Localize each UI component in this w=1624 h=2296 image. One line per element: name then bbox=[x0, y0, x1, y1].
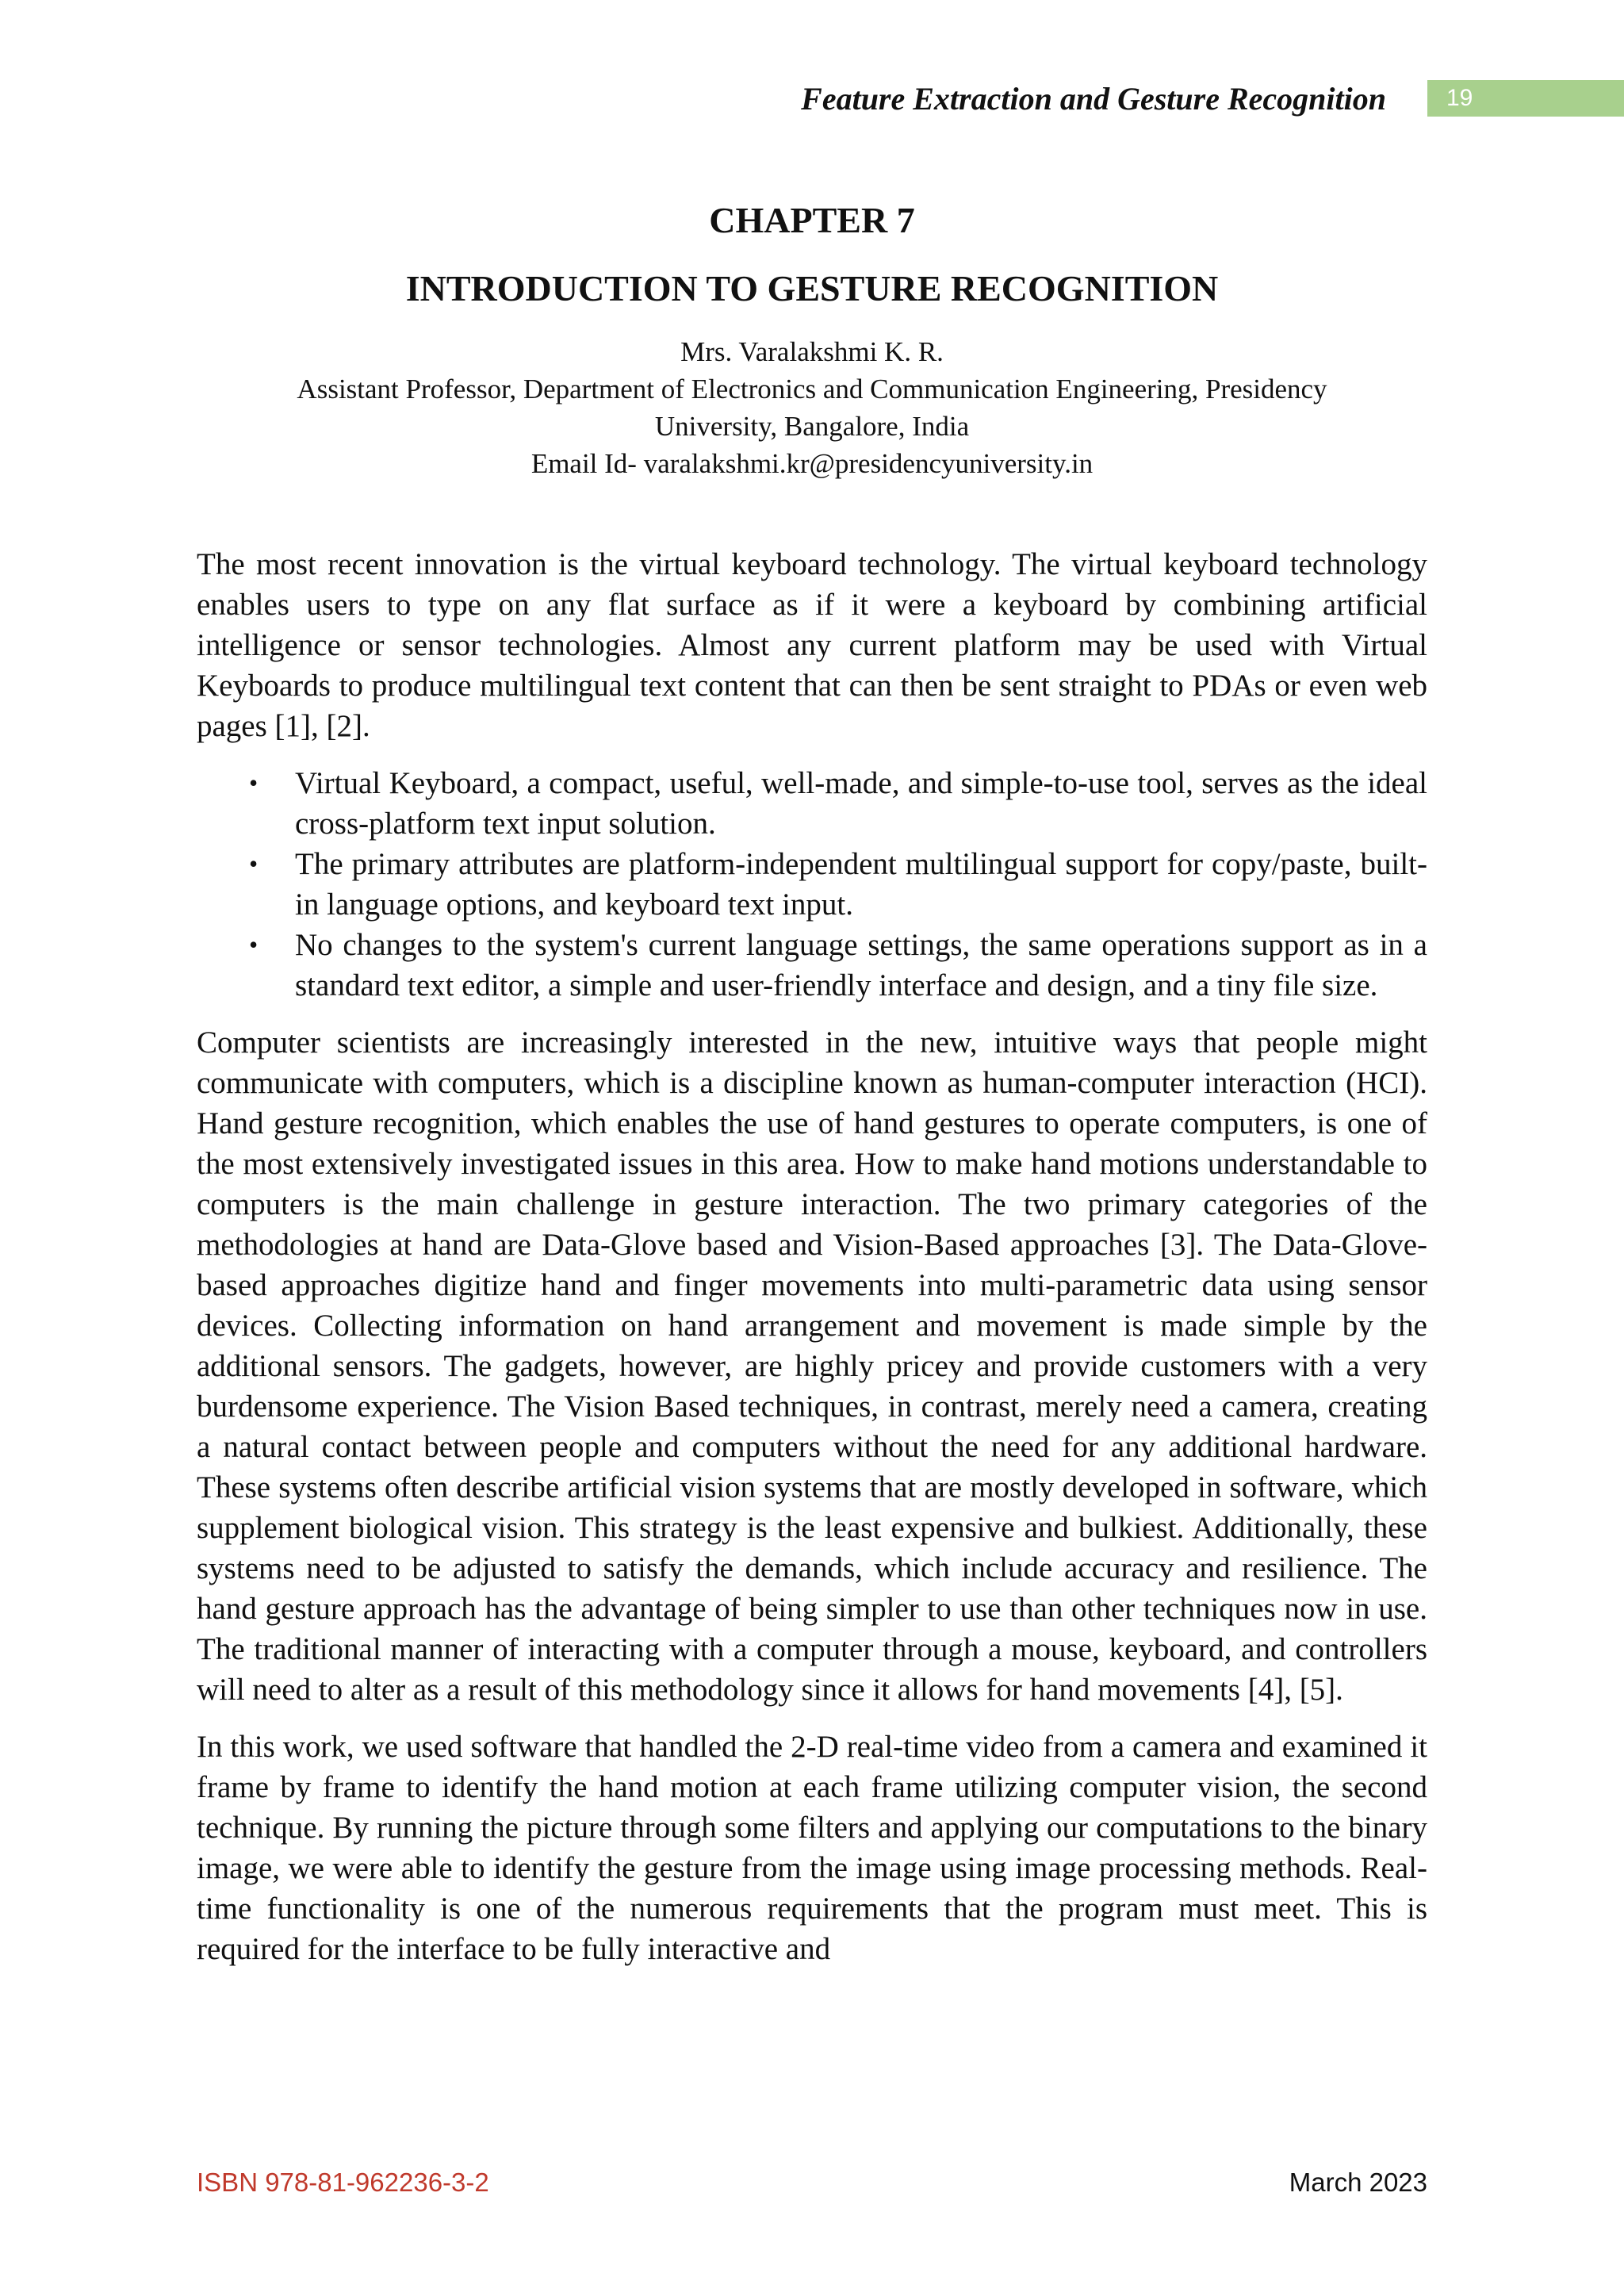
author-name: Mrs. Varalakshmi K. R. bbox=[680, 336, 944, 367]
list-item bbox=[197, 763, 1427, 844]
bullet-icon: • bbox=[249, 769, 259, 797]
running-header-title: Feature Extraction and Gesture Recognition bbox=[801, 81, 1386, 117]
footer-date: March 2023 bbox=[1289, 2168, 1427, 2197]
bullet-list bbox=[197, 763, 1427, 1006]
list-item bbox=[197, 844, 1427, 925]
body-text bbox=[197, 544, 1427, 1986]
chapter-title: INTRODUCTION TO GESTURE RECOGNITION bbox=[405, 268, 1219, 309]
list-item-text: No changes to the system's current language settings, the same operations support as in a standard text editor, a simple and user-friendly interface and design, and a tiny file size. bbox=[295, 928, 1427, 1002]
paragraph-intro: The most recent innovation is the virtual keyboard technology. The virtual keyboard technology enables users to type on any flat surface as if it were a keyboard by combining artificial intelligence or sensor technologies. Almost any current platform may be used with Virtual Keyboards to produce multilingual text content that can then be sent straight to PDAs or even web pages [1], [2]. bbox=[197, 547, 1427, 743]
list-item-text: Virtual Keyboard, a compact, useful, well-made, and simple-to-use tool, serves as the ideal cross-platform text input solution. bbox=[295, 766, 1427, 841]
chapter-label: CHAPTER 7 bbox=[709, 200, 915, 240]
bullet-icon: • bbox=[249, 849, 259, 878]
list-item-text: The primary attributes are platform-independent multilingual support for copy/paste, built-in language options, and keyboard text input. bbox=[295, 847, 1427, 922]
author-affiliation-line-1: Assistant Professor, Department of Electronics and Communication Engineering, Presidency bbox=[297, 374, 1327, 404]
page-number-badge: 19 bbox=[1427, 80, 1624, 117]
footer-isbn: ISBN 978-81-962236-3-2 bbox=[197, 2168, 489, 2197]
bullet-icon: • bbox=[249, 930, 259, 959]
author-block bbox=[197, 333, 1427, 482]
paragraph-hci: Computer scientists are increasingly interested in the new, intuitive ways that people might communicate with computers, which is a discipline known as human-computer interaction (HCI). Hand gesture recognition, which enables the use of hand gestures to operate computers, is one of the most extensively investigated issues in this area. How to make hand motions understandable to computers is the main challenge in gesture interaction. The two primary categories of the methodologies at hand are Data-Glove based and Vision-Based approaches [3]. The Data-Glove-based approaches digitize hand and finger movements into multi-parametric data using sensor devices. Collecting information on hand arrangement and movement is made simple by the additional sensors. The gadgets, however, are highly pricey and provide customers with a very burdensome experience. The Vision Based techniques, in contrast, merely need a camera, creating a natural contact between people and computers without the need for any additional hardware. These systems often describe artificial vision systems that are mostly developed in software, which supplement biological vision. This strategy is the least expensive and bulkiest. Additionally, these systems need to be adjusted to satisfy the demands, which include accuracy and resilience. The hand gesture approach has the advantage of being simpler to use than other techniques now in use. The traditional manner of interacting with a computer through a mouse, keyboard, and controllers will need to alter as a result of this methodology since it allows for hand movements [4], [5]. bbox=[197, 1025, 1427, 1707]
paragraph-this-work: In this work, we used software that handled the 2-D real-time video from a camera and examined it frame by frame to identify the hand motion at each frame utilizing computer vision, the second technique. By running the picture through some filters and applying our computations to the binary image, we were able to identify the gesture from the image using image processing methods. Real-time functionality is one of the numerous requirements that the program must meet. This is required for the interface to be fully interactive and bbox=[197, 1730, 1427, 1966]
list-item bbox=[197, 925, 1427, 1006]
author-affiliation-line-2: University, Bangalore, India bbox=[654, 411, 970, 442]
author-email: Email Id- varalakshmi.kr@presidencyuniversity.in bbox=[530, 448, 1094, 479]
